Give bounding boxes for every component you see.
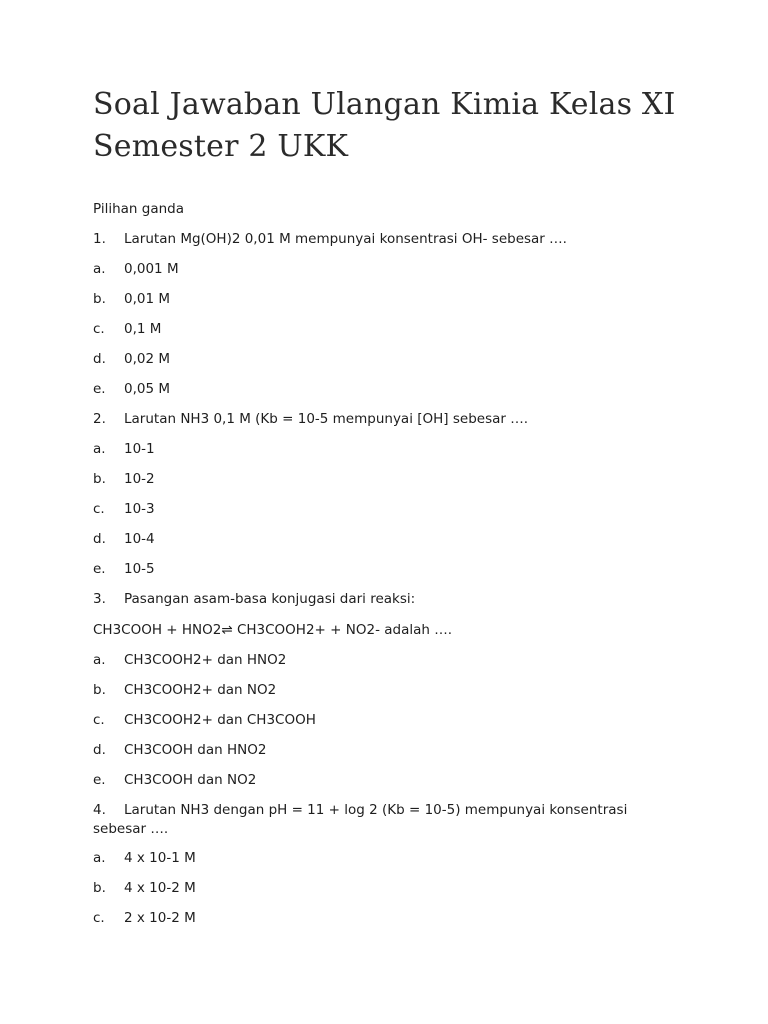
question-1 (93, 231, 567, 247)
option-3b (93, 682, 276, 698)
question-text: Larutan NH3 dengan pH = 11 + log 2 (Kb = 10-5) mempunyai konsentrasi sebesar …. (93, 802, 628, 837)
option-2e (93, 561, 155, 577)
question-text: Pasangan asam-basa konjugasi dari reaksi: (124, 591, 416, 607)
section-label: Pilihan ganda (93, 201, 185, 217)
option-text: 0,001 M (124, 261, 179, 277)
option-text: 0,01 M (124, 291, 170, 307)
option-1a (93, 261, 179, 277)
question-number: 4. (93, 802, 106, 818)
option-letter: c. (93, 712, 105, 728)
option-2b (93, 471, 155, 487)
option-1e (93, 381, 170, 397)
question-3 (93, 591, 415, 607)
question-number: 2. (93, 411, 106, 427)
option-letter: e. (93, 381, 106, 397)
option-text: CH3COOH2+ dan CH3COOH (124, 712, 316, 728)
question-number: 1. (93, 231, 106, 247)
option-letter: a. (93, 261, 106, 277)
reaction-equation: CH3COOH + HNO2⇌ CH3COOH2+ + NO2- adalah …. (93, 622, 453, 638)
option-letter: d. (93, 351, 106, 367)
option-letter: e. (93, 772, 106, 788)
option-3e (93, 772, 256, 788)
document-title: Soal Jawaban Ulangan Kimia Kelas XI Semester 2 UKK (93, 87, 676, 164)
question-2 (93, 411, 528, 427)
option-letter: b. (93, 880, 106, 896)
option-text: 2 x 10-2 M (124, 910, 196, 926)
option-text: CH3COOH dan HNO2 (124, 742, 267, 758)
option-letter: a. (93, 850, 106, 866)
option-text: 4 x 10-1 M (124, 850, 196, 866)
option-text: CH3COOH dan NO2 (124, 772, 257, 788)
option-4a (93, 850, 196, 866)
option-1d (93, 351, 170, 367)
option-2d (93, 531, 155, 547)
option-text: 10-4 (124, 531, 155, 547)
option-letter: c. (93, 501, 105, 517)
option-text: CH3COOH2+ dan NO2 (124, 682, 277, 698)
question-text: Larutan NH3 0,1 M (Kb = 10-5 mempunyai [OH] sebesar …. (124, 411, 529, 427)
option-letter: b. (93, 471, 106, 487)
option-text: 4 x 10-2 M (124, 880, 196, 896)
option-4b (93, 880, 196, 896)
option-1b (93, 291, 170, 307)
option-letter: a. (93, 441, 106, 457)
option-1c (93, 321, 161, 337)
option-text: 10-1 (124, 441, 155, 457)
option-2a (93, 441, 155, 457)
option-3c (93, 712, 316, 728)
option-3a (93, 652, 286, 668)
option-text: CH3COOH2+ dan HNO2 (124, 652, 287, 668)
question-text: Larutan Mg(OH)2 0,01 M mempunyai konsentrasi OH- sebesar …. (124, 231, 567, 247)
option-text: 0,05 M (124, 381, 170, 397)
option-3d (93, 742, 266, 758)
question-4 (93, 801, 673, 839)
option-letter: c. (93, 910, 105, 926)
option-text: 10-5 (124, 561, 155, 577)
option-4c (93, 910, 196, 926)
option-letter: b. (93, 291, 106, 307)
option-letter: a. (93, 652, 106, 668)
option-text: 10-2 (124, 471, 155, 487)
option-text: 0,02 M (124, 351, 170, 367)
option-letter: d. (93, 531, 106, 547)
option-2c (93, 501, 155, 517)
option-letter: e. (93, 561, 106, 577)
option-letter: d. (93, 742, 106, 758)
question-number: 3. (93, 591, 106, 607)
option-text: 0,1 M (124, 321, 162, 337)
option-letter: b. (93, 682, 106, 698)
option-letter: c. (93, 321, 105, 337)
option-text: 10-3 (124, 501, 155, 517)
